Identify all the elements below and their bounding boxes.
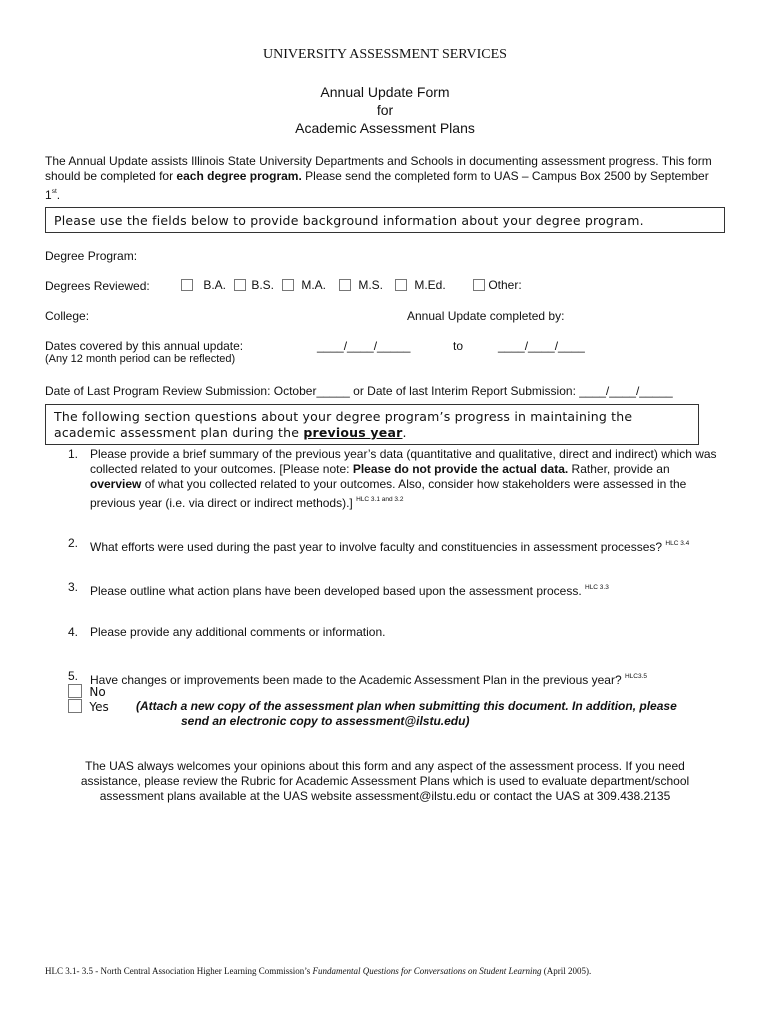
q1-bold-2: overview bbox=[90, 477, 142, 491]
footer-suffix: (April 2005). bbox=[541, 966, 592, 976]
q5-text: Have changes or improvements been made to the Academic Assessment Plan in the previous year? bbox=[90, 673, 625, 687]
option-ba-label: B.A. bbox=[203, 278, 227, 292]
question-3-number: 3. bbox=[68, 580, 79, 594]
college-label: College: bbox=[45, 309, 90, 323]
dates-covered-label: Dates covered by this annual update: bbox=[45, 339, 244, 353]
question-3 bbox=[68, 580, 728, 596]
previous-year-period: . bbox=[402, 425, 407, 440]
footer-prefix: HLC 3.1- 3.5 - North Central Association Higher Learning Commission’s bbox=[45, 966, 313, 976]
q1-text-a: Please provide a brief summary of the previous year’s data (quantitative and qualitative, direct and indirect) which was collected related to your outcomes. [Please note: bbox=[90, 447, 717, 476]
q1-hlc-ref: HLC 3.1 and 3.2 bbox=[356, 496, 404, 503]
q3-text: Please outline what action plans have been developed based upon the assessment process. bbox=[90, 584, 585, 598]
option-other[interactable] bbox=[473, 278, 522, 292]
q2-hlc-ref: HLC 3.4 bbox=[665, 540, 690, 547]
question-2-number: 2. bbox=[68, 536, 79, 550]
checkbox-bs[interactable] bbox=[234, 279, 246, 291]
dates-note: (Any 12 month period can be reflected) bbox=[45, 353, 236, 365]
checkbox-other[interactable] bbox=[473, 279, 485, 291]
background-info-box bbox=[45, 207, 725, 233]
q5-hlc-ref: HLC3.5 bbox=[624, 673, 648, 680]
background-info-text: Please use the fields below to provide background information about your degree program. bbox=[54, 213, 644, 228]
checkbox-ms[interactable] bbox=[339, 279, 351, 291]
question-1 bbox=[68, 447, 728, 511]
footer-italic: Fundamental Questions for Conversations on Student Learning bbox=[312, 966, 542, 976]
option-bs[interactable] bbox=[234, 278, 274, 292]
question-4-number: 4. bbox=[68, 625, 79, 639]
question-3-text bbox=[90, 580, 722, 599]
previous-year-text: The following section questions about your degree program’s progress in maintaining the academic assessment plan during the bbox=[54, 409, 633, 440]
question-4-text: Please provide any additional comments or information. bbox=[90, 625, 386, 639]
title-line-1: Annual Update Form bbox=[320, 84, 450, 100]
option-other-label: Other: bbox=[488, 278, 522, 292]
closing-line-1: The UAS always welcomes your opinions about this form and any aspect of the assessment process. If you need bbox=[85, 759, 685, 773]
footer-note bbox=[45, 966, 591, 976]
q5-option-no[interactable] bbox=[68, 684, 106, 699]
q1-bold-1: Please do not provide the actual data. bbox=[352, 462, 569, 476]
question-1-text bbox=[90, 447, 722, 511]
last-review-line: Date of Last Program Review Submission: October_____ or Date of last Interim Report Submission: ____/____/_____ bbox=[45, 384, 673, 398]
question-2 bbox=[68, 536, 728, 552]
intro-text-1: The Annual Update assists Illinois State University Departments and Schools in documenting assessment progress. This form should be completed for bbox=[45, 154, 712, 183]
option-ma[interactable] bbox=[282, 278, 326, 292]
checkbox-ba[interactable] bbox=[181, 279, 193, 291]
q5-option-yes[interactable] bbox=[68, 699, 109, 714]
intro-text-3: . bbox=[56, 188, 61, 202]
checkbox-yes[interactable] bbox=[68, 699, 82, 713]
title-line-2: for bbox=[376, 102, 394, 118]
q5-no-label: No bbox=[89, 685, 106, 699]
intro-bold: each degree program. bbox=[176, 169, 302, 183]
question-2-text bbox=[90, 536, 722, 555]
option-ba[interactable] bbox=[181, 278, 226, 292]
closing-line-2: assistance, please review the Rubric for Academic Assessment Plans which is used to evaluate department/school bbox=[80, 774, 690, 788]
q1-text-b: Rather, provide an bbox=[568, 462, 670, 476]
q3-hlc-ref: HLC 3.3 bbox=[585, 584, 609, 591]
attach-note-line-2: send an electronic copy to assessment@ilstu.edu) bbox=[181, 714, 470, 728]
degrees-reviewed-label: Degrees Reviewed: bbox=[45, 279, 150, 293]
completed-by-label: Annual Update completed by: bbox=[407, 309, 565, 323]
previous-year-box bbox=[45, 404, 699, 445]
intro-sup: st bbox=[51, 188, 57, 195]
option-med-label: M.Ed. bbox=[414, 278, 446, 292]
closing-paragraph bbox=[0, 759, 770, 804]
previous-year-emphasis: previous year bbox=[303, 425, 403, 440]
date-start-field[interactable]: ____/____/_____ bbox=[317, 339, 411, 353]
degree-program-label: Degree Program: bbox=[45, 249, 138, 263]
question-5 bbox=[68, 669, 728, 685]
option-ma-label: M.A. bbox=[301, 278, 327, 292]
to-label: to bbox=[453, 339, 464, 353]
checkbox-no[interactable] bbox=[68, 684, 82, 698]
option-ms[interactable] bbox=[339, 278, 383, 292]
q5-yes-label: Yes bbox=[89, 700, 109, 714]
attach-note-line-1: (Attach a new copy of the assessment plan when submitting this document. In addition, please bbox=[136, 699, 677, 713]
q2-text: What efforts were used during the past year to involve faculty and constituencies in assessment processes? bbox=[90, 540, 666, 554]
date-end-field[interactable]: ____/____/____ bbox=[498, 339, 585, 353]
q1-text-c: of what you collected related to your outcomes. Also, consider how stakeholders were assessed in the previous year (i.e. via direct or indirect methods).] bbox=[90, 477, 687, 510]
title-line-3: Academic Assessment Plans bbox=[295, 120, 475, 136]
intro-text-2: Please send the completed form to UAS – Campus Box 2500 by September 1 bbox=[45, 169, 709, 202]
intro-paragraph bbox=[45, 154, 723, 203]
checkbox-ma[interactable] bbox=[282, 279, 294, 291]
question-5-number: 5. bbox=[68, 669, 79, 683]
checkbox-med[interactable] bbox=[395, 279, 407, 291]
option-bs-label: B.S. bbox=[251, 278, 275, 292]
organization-header: UNIVERSITY ASSESSMENT SERVICES bbox=[263, 47, 507, 62]
question-5-text bbox=[90, 669, 722, 688]
question-1-number: 1. bbox=[68, 447, 79, 461]
option-ms-label: M.S. bbox=[358, 278, 384, 292]
closing-line-3: assessment plans available at the UAS website assessment@ilstu.edu or contact the UAS at 309.438.2135 bbox=[99, 789, 671, 803]
option-med[interactable] bbox=[395, 278, 446, 292]
question-4 bbox=[68, 625, 728, 641]
form-title bbox=[0, 83, 770, 137]
